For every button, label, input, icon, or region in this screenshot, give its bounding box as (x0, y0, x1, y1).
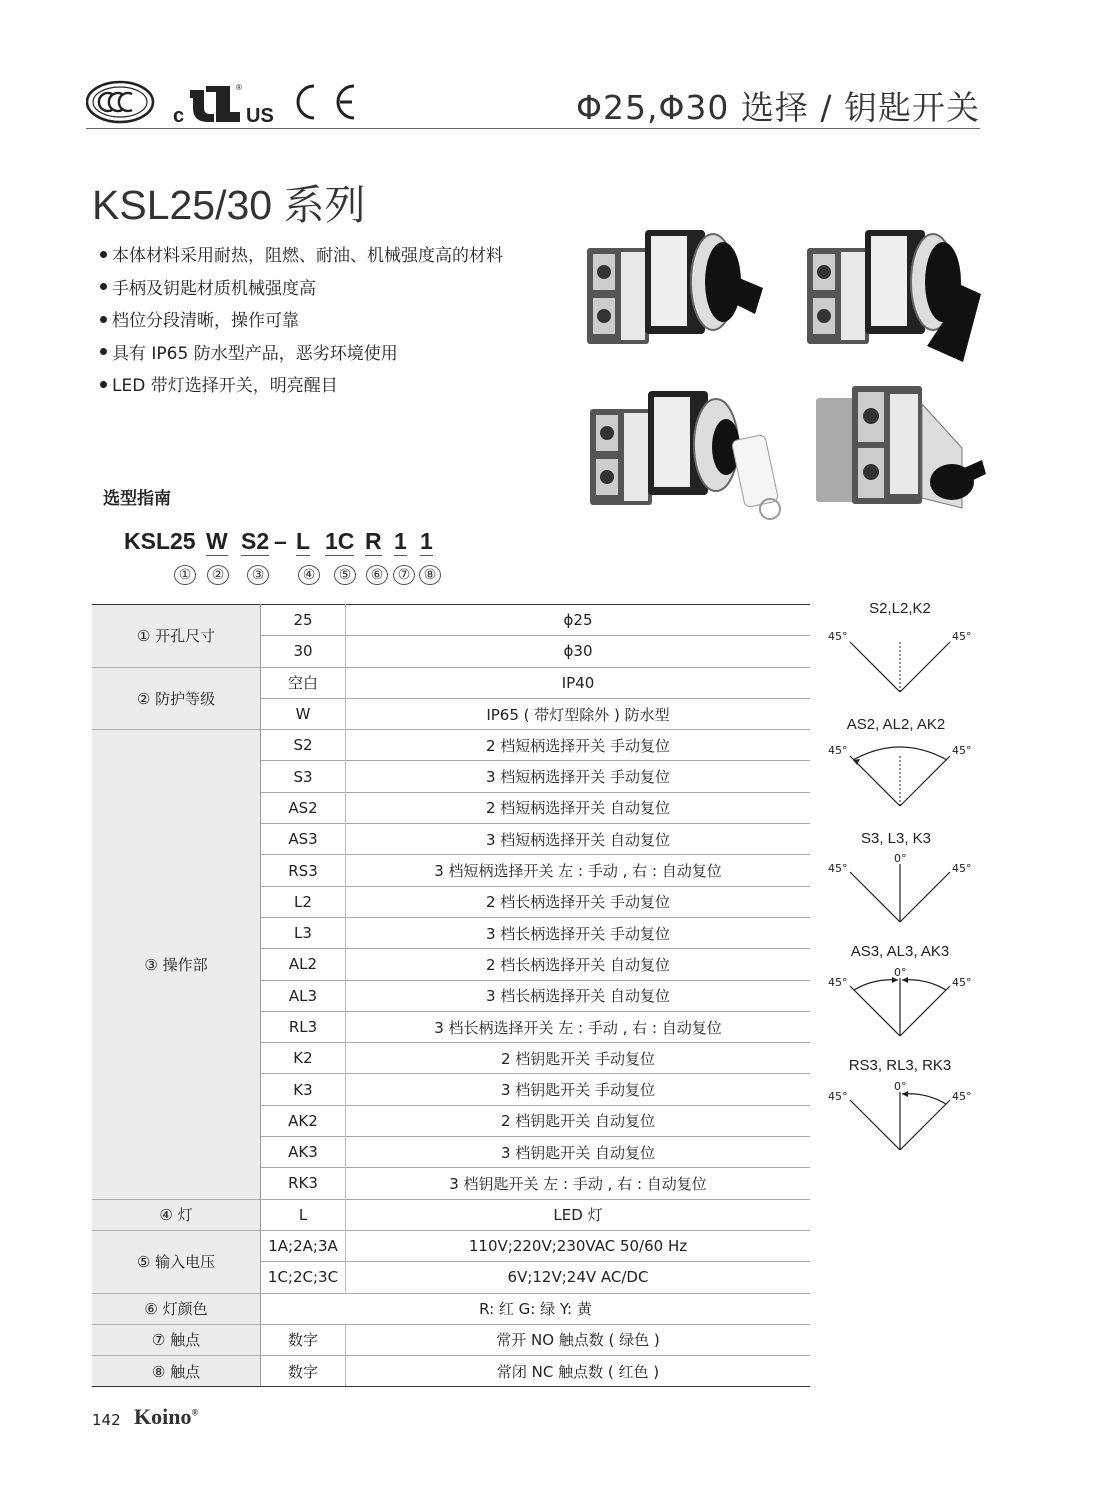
brand-logo (134, 1404, 198, 1430)
category-cell: ⑧ 触点 (92, 1356, 261, 1387)
description-cell: 常开 NO 触点数 ( 绿色 ) (346, 1324, 811, 1355)
description-cell: R: 红 G: 绿 Y: 黄 (261, 1293, 811, 1324)
code-cell: AK2 (261, 1105, 346, 1136)
code-cell: AK3 (261, 1137, 346, 1168)
angle-label: 0° (894, 1080, 907, 1093)
description-cell: 常闭 NC 触点数 ( 红色 ) (346, 1356, 811, 1387)
code-part-series: KSL25 (124, 528, 196, 554)
category-cell: ③ 操作部 (92, 730, 261, 1199)
ul-c-text: c (173, 105, 185, 127)
angle-diagram-rs3 (820, 1078, 980, 1168)
marker-2: ② (207, 565, 229, 585)
page-title: Φ25,Φ30 选择 / 钥匙开关 (575, 88, 980, 127)
category-cell: ① 开孔尺寸 (92, 605, 261, 668)
description-cell: 6V;12V;24V AC/DC (346, 1262, 811, 1293)
header-divider (86, 128, 980, 129)
description-cell: 3 档钥匙开关 左 : 手动 , 右 : 自动复位 (346, 1168, 811, 1199)
code-cell: K2 (261, 1043, 346, 1074)
code-cell: 25 (261, 605, 346, 636)
feature-item (100, 309, 503, 342)
ce-text: CE (326, 128, 328, 129)
description-cell: 2 档钥匙开关 自动复位 (346, 1105, 811, 1136)
code-cell: RS3 (261, 855, 346, 886)
feature-text: 本体材料采用耐热，阻燃、耐油、机械强度高的材料 (112, 246, 503, 266)
category-cell: ⑥ 灯颜色 (92, 1293, 261, 1324)
code-part-no-contacts: 1 (394, 528, 407, 554)
description-cell: ϕ25 (346, 605, 811, 636)
marker-8: ⑧ (419, 565, 441, 585)
code-cell: 数字 (261, 1324, 346, 1355)
brand-name: Koino (134, 1404, 192, 1429)
code-part-lamp: L (296, 528, 311, 554)
category-cell: ④ 灯 (92, 1199, 261, 1230)
description-cell: 3 档钥匙开关 自动复位 (346, 1137, 811, 1168)
description-cell: 110V;220V;230VAC 50/60 Hz (346, 1230, 811, 1261)
selection-guide-heading: 选型指南 (103, 489, 171, 509)
description-cell: 2 档钥匙开关 手动复位 (346, 1043, 811, 1074)
bullet-icon (100, 381, 107, 388)
code-cell: 1A;2A;3A (261, 1230, 346, 1261)
angle-label: 45° (828, 862, 848, 875)
code-cell: AS3 (261, 824, 346, 855)
angle-diagram-as2 (820, 736, 980, 826)
selection-table (92, 604, 810, 1387)
description-cell: 3 档短柄选择开关 手动复位 (346, 761, 811, 792)
code-cell: W (261, 698, 346, 729)
code-cell: AL3 (261, 980, 346, 1011)
ccc-logo (87, 82, 153, 122)
description-cell: 3 档长柄选择开关 左 : 手动 , 右 : 自动复位 (346, 1011, 811, 1042)
feature-text: 手柄及钥匙材质机械强度高 (112, 278, 316, 299)
marker-5: ⑤ (334, 565, 356, 585)
description-cell: 3 档钥匙开关 手动复位 (346, 1074, 811, 1105)
description-cell: 2 档长柄选择开关 自动复位 (346, 949, 811, 980)
brand-registered-mark: ® (191, 1407, 199, 1418)
code-part-dash: – (274, 528, 287, 554)
description-cell: 3 档长柄选择开关 自动复位 (346, 980, 811, 1011)
angle-diagram-s3 (820, 850, 980, 940)
code-part-nc-contacts: 1 (420, 528, 433, 554)
feature-text: LED 带灯选择开关，明亮醒目 (112, 376, 338, 396)
marker-3: ③ (247, 565, 269, 585)
description-cell: ϕ30 (346, 636, 811, 667)
product-photo-key-switch (588, 383, 783, 523)
ul-logo (173, 83, 274, 127)
description-cell: IP65 ( 带灯型除外 ) 防水型 (346, 698, 811, 729)
ul-us-text: US (246, 105, 274, 127)
table-row (92, 1356, 810, 1387)
table-row (92, 1199, 810, 1230)
feature-text: 具有 IP65 防水型产品，恶劣环境使用 (112, 343, 398, 364)
angle-label: 45° (952, 744, 972, 757)
feature-item (100, 342, 503, 375)
ul-registered-mark: ® (236, 83, 242, 92)
series-title: KSL25/30 系列 (92, 182, 366, 228)
diagram-title: AS2, AL2, AK2 (846, 716, 946, 733)
angle-label: 0° (894, 852, 907, 865)
code-cell: AS2 (261, 792, 346, 823)
table-row (92, 1324, 810, 1355)
table-row (92, 1293, 810, 1324)
product-photo-long-handle (805, 222, 985, 364)
bullet-icon (100, 348, 107, 355)
feature-item (100, 374, 503, 407)
feature-item (100, 277, 503, 310)
category-cell: ⑤ 输入电压 (92, 1230, 261, 1293)
marker-1: ① (174, 565, 196, 585)
bullet-icon (100, 283, 107, 290)
marker-4: ④ (298, 565, 320, 585)
code-part-color: R (365, 528, 382, 554)
angle-label: 45° (828, 1090, 848, 1103)
code-cell: 1C;2C;3C (261, 1262, 346, 1293)
code-cell: 空白 (261, 667, 346, 698)
description-cell: 3 档短柄选择开关 左 : 手动 , 右 : 自动复位 (346, 855, 811, 886)
description-cell: LED 灯 (346, 1199, 811, 1230)
code-cell: 30 (261, 636, 346, 667)
code-cell: S2 (261, 730, 346, 761)
bullet-icon (100, 316, 107, 323)
category-cell: ② 防护等级 (92, 667, 261, 730)
table-row (92, 730, 810, 761)
page-number: 142 (92, 1411, 121, 1429)
angle-label: 45° (952, 630, 972, 643)
code-cell: L2 (261, 886, 346, 917)
angle-label: 45° (952, 862, 972, 875)
angle-label: 45° (828, 976, 848, 989)
code-cell: S3 (261, 761, 346, 792)
feature-text: 档位分段清晰，操作可靠 (112, 311, 299, 331)
description-cell: 2 档短柄选择开关 自动复位 (346, 792, 811, 823)
product-photo-rear-view (812, 380, 990, 518)
code-cell: RL3 (261, 1011, 346, 1042)
code-cell: L (261, 1199, 346, 1230)
angle-diagram-s2 (820, 620, 980, 710)
code-cell: K3 (261, 1074, 346, 1105)
description-cell: 3 档长柄选择开关 手动复位 (346, 917, 811, 948)
certification-logos (86, 80, 386, 130)
code-cell: RK3 (261, 1168, 346, 1199)
angle-label: 45° (952, 976, 972, 989)
ce-logo (298, 86, 354, 129)
marker-7: ⑦ (393, 565, 415, 585)
table-row (92, 605, 810, 636)
angle-label: 45° (952, 1090, 972, 1103)
table-row (92, 667, 810, 698)
code-part-operator: S2 (241, 528, 270, 554)
product-photo-short-handle (585, 222, 770, 352)
code-cell: AL2 (261, 949, 346, 980)
category-cell: ⑦ 触点 (92, 1324, 261, 1355)
diagram-title: S2,L2,K2 (869, 600, 931, 617)
bullet-icon (100, 251, 107, 258)
angle-diagram-as3 (820, 964, 980, 1054)
description-cell: 2 档长柄选择开关 手动复位 (346, 886, 811, 917)
code-cell: 数字 (261, 1356, 346, 1387)
code-part-protection: W (206, 528, 228, 554)
description-cell: 3 档短柄选择开关 自动复位 (346, 824, 811, 855)
diagram-title: S3, L3, K3 (860, 830, 932, 847)
feature-list (100, 244, 503, 407)
table-row (92, 1230, 810, 1261)
code-part-voltage: 1C (325, 528, 355, 554)
angle-label: 45° (828, 744, 848, 757)
description-cell: IP40 (346, 667, 811, 698)
description-cell: 2 档短柄选择开关 手动复位 (346, 730, 811, 761)
diagram-title: RS3, RL3, RK3 (848, 1057, 952, 1074)
angle-label: 0° (894, 966, 907, 979)
angle-label: 45° (828, 630, 848, 643)
marker-6: ⑥ (366, 565, 388, 585)
code-cell: L3 (261, 917, 346, 948)
diagram-title: AS3, AL3, AK3 (850, 943, 950, 960)
feature-item (100, 244, 503, 277)
